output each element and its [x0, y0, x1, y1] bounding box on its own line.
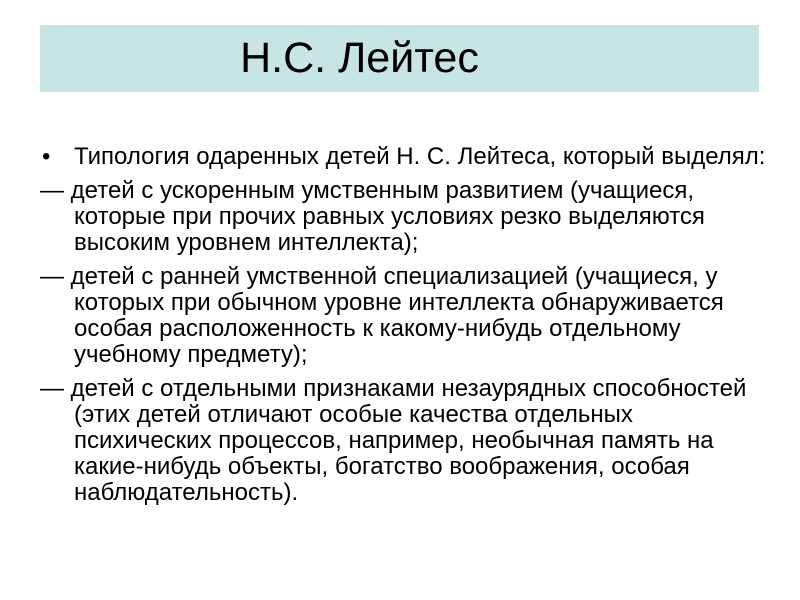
dash-text: детей с ускоренным умственным развитием (учащиеся, которые при прочих равных условиях резко выделяются высоким уровнем интеллекта);	[70, 177, 705, 256]
dash-item	[40, 376, 770, 506]
bullet-text: Типология одаренных детей Н. С. Лейтеса, который выделял:	[74, 143, 766, 170]
dash-marker: —	[40, 177, 71, 204]
slide-body	[40, 144, 770, 514]
bullet-icon: •	[42, 143, 51, 170]
dash-text: детей с ранней умственной специализацией (учащиеся, у которых при обычном уровне интеллекта обнаруживается особая расположенность к какому-нибудь отдельному учебному предмету);	[70, 263, 724, 368]
dash-text: детей с отдельными признаками незаурядных способностей (этих детей отличают особые качества отдельных психических процессов, например, необычная память на какие-нибудь объекты, богатство воображения, особая наблюдательность).	[70, 375, 747, 506]
dash-item	[40, 178, 770, 256]
dash-item	[40, 264, 770, 368]
title-bar	[40, 25, 759, 92]
dash-marker: —	[40, 375, 71, 402]
bullet-item	[40, 144, 770, 170]
dash-marker: —	[40, 263, 71, 290]
slide-title: Н.С. Лейтес	[240, 34, 479, 82]
